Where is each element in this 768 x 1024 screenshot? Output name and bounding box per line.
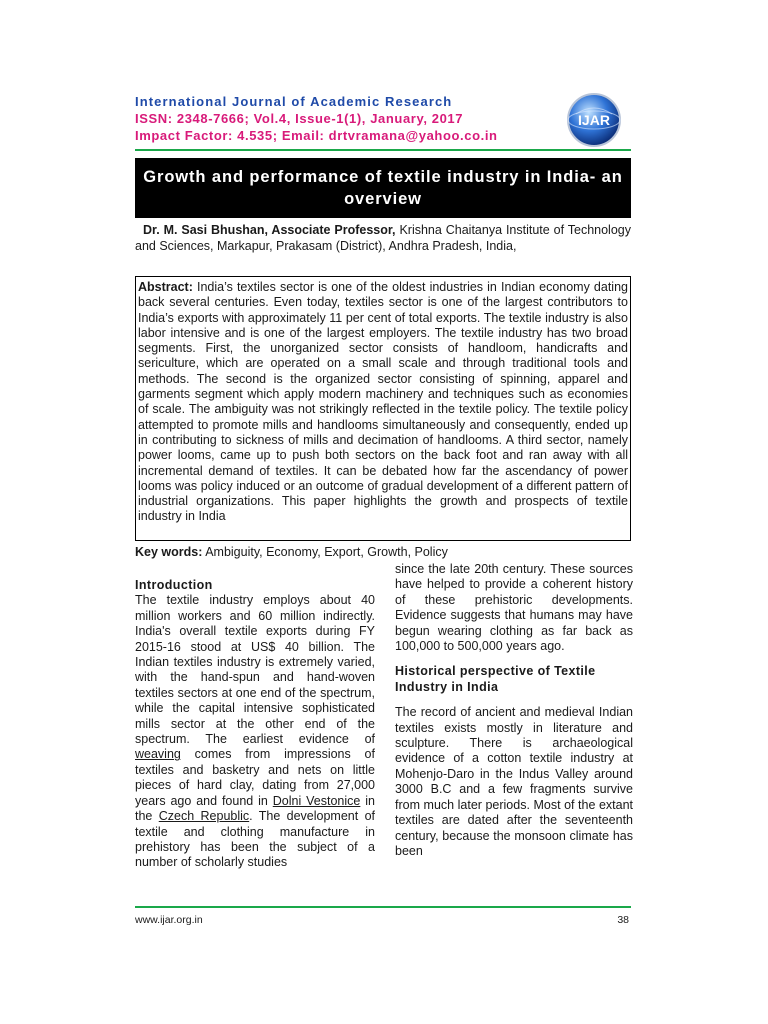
column-right (395, 562, 633, 859)
dolni-vestonice-link[interactable]: Dolni Vestonice (272, 793, 361, 808)
keywords (135, 544, 631, 560)
issn-line: ISSN: 2348-7666; Vol.4, Issue-1(1), January, 2017 (135, 111, 464, 126)
czech-republic-link[interactable]: Czech Republic (158, 809, 250, 824)
keywords-text: Ambiguity, Economy, Export, Growth, Policy (205, 545, 448, 559)
historical-paragraph: The record of ancient and medieval Indian textiles exists mostly in literature and sculpture. There is archaeological evidence of a cotton textile industry at Mohenjo-Daro in the Indus Valley around 3000 B.C and a few fragments survive from much later periods. Most of the extant textiles are dated after the seventeenth century, because the monsoon climate has been (395, 705, 633, 858)
logo-text: IJAR (578, 112, 610, 128)
header-rule (135, 149, 631, 151)
impact-line: Impact Factor: 4.535; Email: drtvramana@yahoo.co.in (135, 128, 498, 143)
footer-rule (135, 906, 631, 908)
journal-name: International Journal of Academic Research (135, 94, 453, 109)
page-number: 38 (617, 914, 629, 926)
abstract-box (135, 276, 631, 541)
journal-header (135, 94, 565, 145)
intro-heading: Introduction (135, 578, 213, 592)
paper-title: Growth and performance of textile industry in India- an overview (135, 158, 631, 218)
weaving-link[interactable]: weaving (135, 747, 181, 762)
author-block (135, 222, 631, 254)
footer-url: www.ijar.org.in (135, 914, 203, 926)
intro-text-1: The textile industry employs about 40 million workers and 60 million indirectly. India's overall textile exports during FY 2015-16 stood at US$ 40 billion. The Indian textiles industry is extremely varied, with the hand-spun and hand-woven textiles sectors at one end of the spectrum, while the capital intensive sophisticated mills sector at the other end of the spectrum. The earliest evidence of (135, 593, 375, 747)
intro-text-3: in the (135, 793, 375, 824)
abstract-label: Abstract: (138, 280, 193, 294)
historical-heading: Historical perspective of Textile Industry in India (395, 664, 596, 694)
keywords-label: Key words: (135, 545, 203, 559)
intro-paragraph (135, 593, 375, 870)
author-name: Dr. M. Sasi Bhushan, Associate Professor, (143, 223, 396, 237)
prehistory-paragraph: since the late 20th century. These sources have helped to provide a coherent history of these prehistoric developments. Evidence suggests that humans may have begun wearing clothing as far back as 100,000 to 500,000 years ago. (395, 562, 633, 654)
intro-text-4: . The development of textile and clothing manufacture in prehistory has been the subject of a number of scholarly studies (135, 809, 375, 870)
intro-text-2: comes from impressions of textiles and basketry and nets on little pieces of hard clay, dating from 27,000 years ago and found in (135, 747, 375, 808)
ijar-logo-icon (566, 92, 622, 148)
abstract-text: India’s textiles sector is one of the oldest industries in Indian economy dating back several centuries. Even today, textiles sector is one of the largest contributors to India’s exports with approximately 11 per cent of total exports. The textile industry is also labor intensive and is one of the largest employers. The textile industry has two broad segments. First, the unorganized sector consists of handloom, handicrafts and sericulture, which are operated on a small scale and through traditional tools and methods. The second is the organized sector consisting of spinning, apparel and garments segment which apply modern machinery and techniques such as economies of scale. The ambiguity was not strikingly reflected in the textile policy. The textile policy attempted to promote mills and handlooms simultaneously and consequently, ended up in contributing to sickness of mills and decimation of handlooms. A third sector, namely power looms, came up to push both sectors on the back foot and ran away with all incremental demand of textiles. It can be debated how far the ascendancy of power looms was policy induced or an outcome of gradual development of a different pattern of industrial organizations. This paper highlights the growth and prospects of textile industry in India (138, 280, 628, 524)
column-left (135, 578, 375, 871)
author-affiliation: Krishna Chaitanya Institute of Technology and Sciences, Markapur, Prakasam (District), Andhra Pradesh, India, (135, 223, 631, 253)
